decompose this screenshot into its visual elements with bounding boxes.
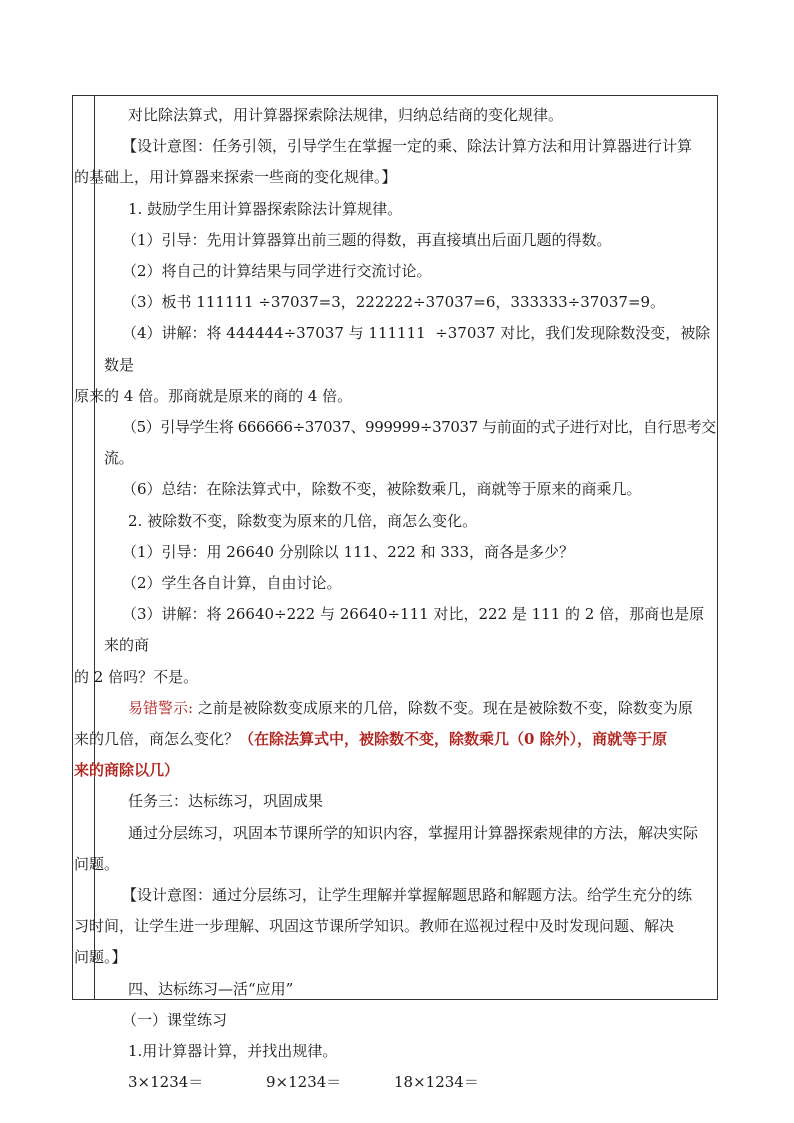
formula-3: 18×1234＝ [394,1073,479,1092]
error-warning-text: 之前是被除数变成原来的几倍，除数不变。现在是被除数不变，除数变为原 [193,698,693,717]
step-2-heading: 2. 被除数不变，除数变为原来的几倍，商怎么变化。 [128,511,478,530]
error-warning-answer: （在除法算式中，被除数不变，除数乘几（0 除外），商就等于原 [239,730,668,749]
step-2-3: （3）讲解：将 26640÷222 与 26640÷111 对比，222 是 111 的 2 倍，那商也是原来的商 [104,605,705,655]
step-1-2: （2）将自己的计算结果与同学进行交流讨论。 [122,262,432,281]
task-3-text-cont: 问题。 [74,854,120,873]
design-intent-1-cont: 的基础上，用计算器来探索一些商的变化规律。】 [74,168,397,187]
step-1-3: （3）板书 111111 ÷37037=3，222222÷37037=6，333333÷37037=9。 [122,293,666,312]
exercise-formulas [104,1067,716,1098]
step-1-heading: 1. 鼓励学生用计算器探索除法计算规律。 [128,199,403,218]
design-intent-2-cont: 习时间，让学生进一步理解、巩固这节课所学知识。教师在巡视过程中及时发现问题、解决 [74,917,675,936]
step-2-3-cont: 的 2 倍吗？不是。 [74,667,199,686]
formula-1: 3×1234＝ [128,1073,204,1092]
section-4-heading: 四、达标练习—活“应用” [128,979,294,998]
step-2-1: （1）引导：用 26640 分别除以 111、222 和 333，商各是多少？ [122,542,574,561]
lesson-plan-text [74,100,716,1099]
step-1-4-cont: 原来的 4 倍。那商就是原来的商的 4 倍。 [74,386,353,405]
error-warning-answer-cont: 来的商除以几） [74,761,180,780]
step-1-6: （6）总结：在除法算式中，除数不变，被除数乘几，商就等于原来的商乘几。 [122,480,642,499]
step-1-5: （5）引导学生将 666666÷37037、999999÷37037 与前面的式子进行对比，自行思考交流。 [104,418,716,468]
exercise-1: 1.用计算器计算，并找出规律。 [128,1042,338,1061]
step-1-4: （4）讲解：将 444444÷37037 与 111111 ÷37037 对比，我们发现除数没变，被除数是 [104,324,711,374]
classroom-practice-heading: （一）课堂练习 [122,1010,228,1029]
error-warning-question: 来的几倍，商怎么变化？ [74,730,240,749]
design-intent-2: 【设计意图：通过分层练习，让学生理解并掌握解题思路和解题方法。给学生充分的练 [122,886,693,905]
design-intent-2-cont2: 问题。】 [74,948,127,967]
paragraph-intro: 对比除法算式，用计算器探索除法规律，归纳总结商的变化规律。 [128,106,564,124]
formula-2: 9×1234＝ [266,1073,342,1092]
design-intent-1: 【设计意图：任务引领，引导学生在掌握一定的乘、除法计算方法和用计算器进行计算 [122,137,693,156]
step-1-1: （1）引导：先用计算器算出前三题的得数，再直接填出后面几题的得数。 [122,230,612,249]
error-warning [104,693,716,724]
step-2-2: （2）学生各自计算，自由讨论。 [122,574,342,593]
error-warning-cont [74,724,716,755]
error-warning-label: 易错警示: [128,698,194,717]
task-3-text: 通过分层练习，巩固本节课所学的知识内容，掌握用计算器探索规律的方法，解决实际 [128,823,699,842]
task-3-heading: 任务三：达标练习，巩固成果 [128,792,324,811]
